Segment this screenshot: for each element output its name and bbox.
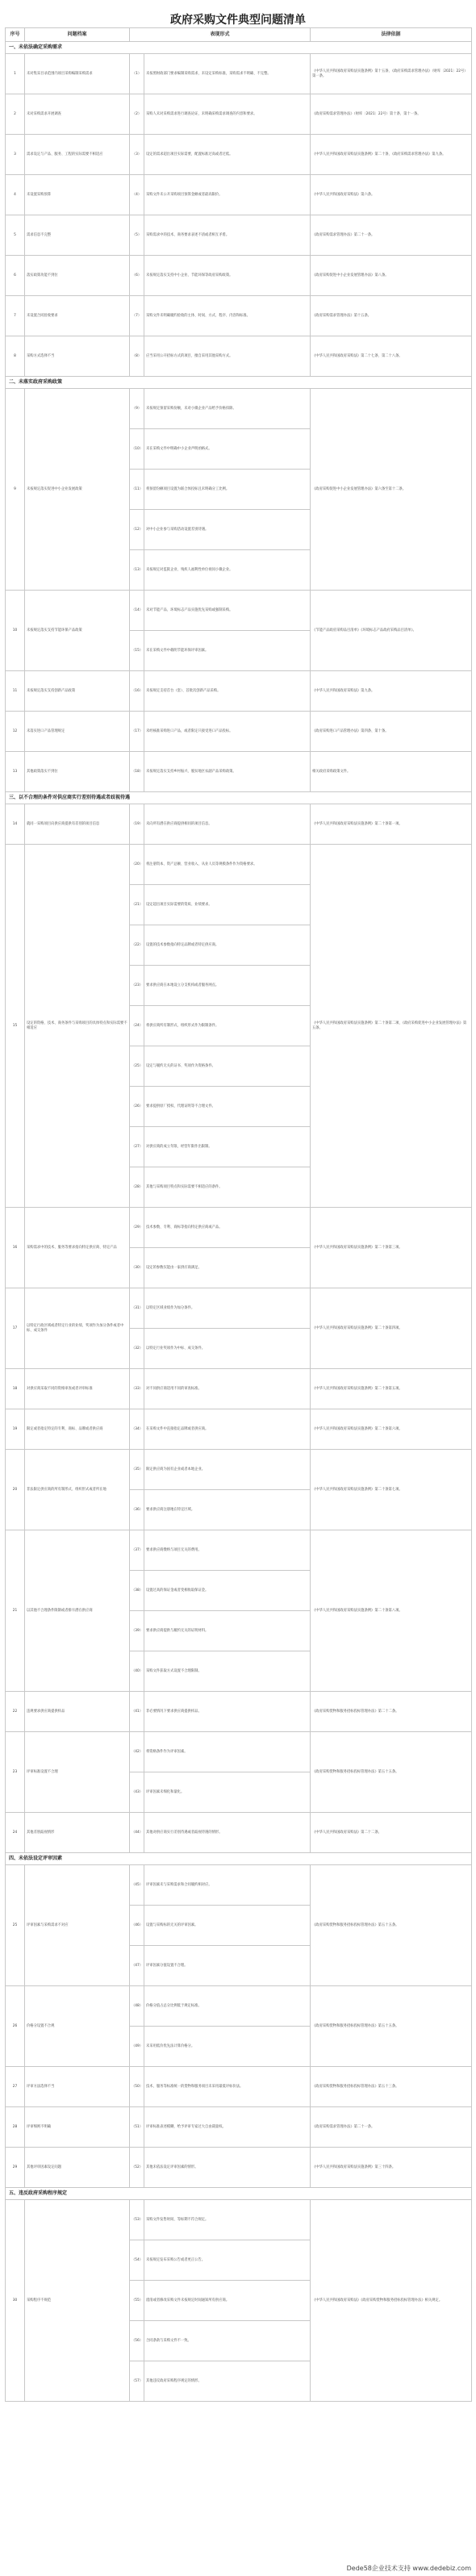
item-number: （11） <box>130 470 144 510</box>
table-row <box>6 256 472 296</box>
item-number: （53） <box>130 2200 144 2240</box>
item-number: （21） <box>130 885 144 925</box>
row-issue: 评审标准设置不合理 <box>25 1732 130 1813</box>
row-issue: 采购需求中的技术、服务等要求指向特定供应商、特定产品 <box>25 1208 130 1288</box>
item-number: （12） <box>130 510 144 550</box>
item-form: 评审因素未与采购需求和合同履约相对应。 <box>144 1865 311 1906</box>
row-basis: 《节能产品政府采购品目清单》《环境标志产品政府采购品目清单》。 <box>311 591 472 671</box>
row-basis: 《中华人民共和国政府采购法实施条例》第二十条第六项。 <box>311 1409 472 1450</box>
item-form: 合同条款与采购文件不一致。 <box>144 2321 311 2361</box>
row-number: 30 <box>6 2200 25 2402</box>
item-number: （9） <box>130 389 144 429</box>
row-issue: 落实政策功能不到位 <box>25 256 130 296</box>
item-number: （16） <box>130 671 144 712</box>
table-row <box>6 1409 472 1450</box>
row-basis: 《中华人民共和国政府采购法实施条例》第二十条第二项、《政府采购促进中小企业发展管理办法》第五条。 <box>311 845 472 1208</box>
table-row <box>6 296 472 336</box>
table-row <box>6 135 472 175</box>
item-form: 设定超出项目实际需要的资质、业绩要求。 <box>144 885 311 925</box>
row-number: 28 <box>6 2107 25 2148</box>
row-number: 18 <box>6 1369 25 1409</box>
row-issue: 其他评审因素设定问题 <box>25 2148 130 2188</box>
row-basis: 《中华人民共和国政府采购法》第六条。 <box>311 175 472 215</box>
item-number: （17） <box>130 712 144 752</box>
item-form: 设置与采购标的无关的评审因素。 <box>144 1906 311 1946</box>
item-number: （35） <box>130 1450 144 1490</box>
row-basis: 《中华人民共和国政府采购法实施条例》第二十条、《政府采购需求管理办法》第九条。 <box>311 135 472 175</box>
row-number: 13 <box>6 752 25 792</box>
item-number: （39） <box>130 1611 144 1651</box>
section-row <box>6 377 472 389</box>
item-form: 其他对供应商实行差别待遇或者歧视待遇的情形。 <box>144 1813 311 1853</box>
table-row <box>6 1208 472 1248</box>
item-form: 限定供应商为国有企业或者本地企业。 <box>144 1450 311 1490</box>
row-number: 20 <box>6 1450 25 1530</box>
item-form: 其他与采购项目特点和实际需要不相适应的条件。 <box>144 1167 311 1208</box>
item-form: 技术、服务等标准统一的货物和服务项目未采用最低评标价法。 <box>144 2067 311 2107</box>
table-row <box>6 175 472 215</box>
item-form: 采购人未对采购需求进行调查论证，未明确采购需求调查的内容和要求。 <box>144 94 311 135</box>
item-number: （1） <box>130 54 144 94</box>
item-number: （30） <box>130 1248 144 1288</box>
row-number: 19 <box>6 1409 25 1450</box>
section-title: 二、未落实政府采购政策 <box>6 377 472 389</box>
section-row <box>6 1853 472 1865</box>
item-number: （52） <box>130 2148 144 2188</box>
item-form: 要求供应商提供与履约无关的证明材料。 <box>144 1611 311 1651</box>
table-row <box>6 1530 472 1571</box>
table-row <box>6 1986 472 2027</box>
row-issue: 其他差别歧视情形 <box>25 1813 130 1853</box>
item-form: 采购需求中的技术、商务要求表述不清或者相互矛盾。 <box>144 215 311 256</box>
row-issue: 需求设定与产品、服务、工程的实际需要不相适应 <box>25 135 130 175</box>
row-basis: 《中华人民共和国政府采购法》第二十七条、第二十八条。 <box>311 336 472 377</box>
item-number: （40） <box>130 1651 144 1692</box>
row-basis: 《中华人民共和国政府采购法实施条例》第十五条、《政府采购需求管理办法》（财库〔2021〕22号）第一条。 <box>311 54 472 94</box>
section-row <box>6 42 472 54</box>
row-issue: 未对采购需求开展调查 <box>25 94 130 135</box>
item-form: 要求供应商缴纳与项目无关的费用。 <box>144 1530 311 1571</box>
table-row <box>6 591 472 631</box>
item-form: 未按规定支持首台（套）、首批次创新产品采购。 <box>144 671 311 712</box>
item-form: 未在采购文件中载明节能环保评审因素。 <box>144 631 311 671</box>
row-issue: 以其他不合理条件限制或者排斥潜在供应商 <box>25 1530 130 1692</box>
item-number: （32） <box>130 1329 144 1369</box>
row-issue: 设定的资格、技术、商务条件与采购项目的具体特点和实际需要不相适应 <box>25 845 130 1208</box>
item-number: （8） <box>130 336 144 377</box>
item-number: （5） <box>130 215 144 256</box>
table-row <box>6 215 472 256</box>
item-number: （29） <box>130 1208 144 1248</box>
item-form: 以特定行业奖项作为中标、成交条件。 <box>144 1329 311 1369</box>
item-number: （20） <box>130 845 144 885</box>
row-number: 29 <box>6 2148 25 2188</box>
item-number: （22） <box>130 925 144 966</box>
item-form: 对不同供应商适用不同的审查标准。 <box>144 1369 311 1409</box>
header-basis: 法律依据 <box>311 28 472 42</box>
item-number: （49） <box>130 2027 144 2067</box>
watermark-url[interactable]: www.dedebiz.com <box>412 2565 471 2572</box>
item-form: 未按规定对监狱企业、残疾人福利性单位视同小微企业。 <box>144 550 311 591</box>
row-number: 26 <box>6 1986 25 2067</box>
row-basis: 《中华人民共和国政府采购法实施条例》第二十条第五项。 <box>311 1369 472 1409</box>
item-form: 将供应商所有制形式、组织形式作为限制条件。 <box>144 1006 311 1046</box>
row-number: 17 <box>6 1288 25 1369</box>
table-row <box>6 752 472 792</box>
row-number: 12 <box>6 712 25 752</box>
item-number: （55） <box>130 2281 144 2321</box>
item-number: （25） <box>130 1046 144 1087</box>
row-issue: 未对集采目录范围内项目采购编制采购需求 <box>25 54 130 94</box>
item-number: （2） <box>130 94 144 135</box>
header-no: 序号 <box>6 28 25 42</box>
row-number: 8 <box>6 336 25 377</box>
item-form: 未按规定落实支持中小企业、节能环保等政府采购政策。 <box>144 256 311 296</box>
item-number: （56） <box>130 2321 144 2361</box>
row-basis: 《中华人民共和国政府采购法实施条例》第二十条第七项。 <box>311 1450 472 1530</box>
table-row <box>6 2067 472 2107</box>
table-row <box>6 1865 472 1906</box>
section-row <box>6 2188 472 2200</box>
row-issue: 价格分设置不合规 <box>25 1986 130 2067</box>
row-issue: 采购程序不规范 <box>25 2200 130 2402</box>
row-issue: 评审细则不明确 <box>25 2107 130 2148</box>
item-number: （15） <box>130 631 144 671</box>
item-form: 将资格条件作为评审因素。 <box>144 1732 311 1772</box>
item-form: 澄清或者修改采购文件未按规定时间通知所有供应商。 <box>144 2281 311 2321</box>
table-row <box>6 671 472 712</box>
row-basis: 《中华人民共和国政府采购法实施条例》第二十条第四项。 <box>311 1288 472 1369</box>
item-number: （47） <box>130 1946 144 1986</box>
section-title: 五、违反政府采购程序规定 <box>6 2188 472 2200</box>
row-issue: 采购方式选择不当 <box>25 336 130 377</box>
item-number: （23） <box>130 966 144 1006</box>
item-form: 应当采用公开招标方式的项目，擅自采用其他采购方式。 <box>144 336 311 377</box>
watermark-brand: Dede58企业技术支持 <box>346 2565 411 2572</box>
row-basis: 《政府采购促进中小企业发展管理办法》第六条至第十二条。 <box>311 389 472 591</box>
table-row <box>6 1450 472 1490</box>
row-basis: 《政府采购货物和服务招标投标管理办法》第五十五条。 <box>311 1865 472 1986</box>
header-issue: 问题档案 <box>25 28 130 42</box>
row-issue: 评审方法选择不当 <box>25 2067 130 2107</box>
item-number: （50） <box>130 2067 144 2107</box>
row-issue: 未按规定落实支持节能环保产品政策 <box>25 591 130 671</box>
row-issue: 就同一采购项目向供应商提供有差别的项目信息 <box>25 804 130 845</box>
item-number: （48） <box>130 1986 144 2027</box>
row-issue: 未设置合同验收要求 <box>25 296 130 336</box>
row-basis: 《政府采购货物和服务招标投标管理办法》第五十三条。 <box>311 2067 472 2107</box>
row-basis: 《政府采购进口产品管理办法》第四条、第十条。 <box>311 712 472 752</box>
section-title: 一、未依法确定采购需求 <box>6 42 472 54</box>
section-title: 四、未依法设定评审因素 <box>6 1853 472 1865</box>
item-number: （27） <box>130 1127 144 1167</box>
row-issue: 对供应商采取不同的资格审查或者评审标准 <box>25 1369 130 1409</box>
item-form: 其他违反政府采购程序规定的情形。 <box>144 2361 311 2402</box>
item-form: 未在采购文件中明确中小企业声明函格式。 <box>144 429 311 470</box>
item-number: （24） <box>130 1006 144 1046</box>
row-basis: 相关政府采购政策文件。 <box>311 752 472 792</box>
item-number: （34） <box>130 1409 144 1450</box>
row-number: 6 <box>6 256 25 296</box>
row-issue: 评审因素与采购需求不对应 <box>25 1865 130 1986</box>
table-row <box>6 389 472 429</box>
item-form: 采购文件未公开采购项目预算金额或者最高限价。 <box>144 175 311 215</box>
item-number: （37） <box>130 1530 144 1571</box>
table-header-row <box>6 28 472 42</box>
item-form: 将注册资本、资产总额、营业收入、从业人员等规模条件作为资格要求。 <box>144 845 311 885</box>
section-title: 三、以不合理的条件对供应商实行差别待遇或者歧视待遇 <box>6 792 472 804</box>
item-number: （26） <box>130 1087 144 1127</box>
item-form: 评审因素未细化和量化。 <box>144 1772 311 1813</box>
row-basis: 《中华人民共和国政府采购法》第九条。 <box>311 671 472 712</box>
item-number: （51） <box>130 2107 144 2148</box>
table-row <box>6 2107 472 2148</box>
item-number: （28） <box>130 1167 144 1208</box>
row-issue: 未设置采购预算 <box>25 175 130 215</box>
table-row <box>6 2148 472 2188</box>
item-form: 要求供应商注册地在特定区域。 <box>144 1490 311 1530</box>
item-form: 将预留份额项目设置为联合体投标且未明确分工比例。 <box>144 470 311 510</box>
row-number: 16 <box>6 1208 25 1288</box>
table-row <box>6 1813 472 1853</box>
item-number: （43） <box>130 1772 144 1813</box>
row-issue: 需求信息不完整 <box>25 215 130 256</box>
item-form: 以特定区域业绩作为加分条件。 <box>144 1288 311 1329</box>
row-issue: 其他政策落实不到位 <box>25 752 130 792</box>
item-form: 非必要情况下要求供应商提供样品。 <box>144 1692 311 1732</box>
item-number: （36） <box>130 1490 144 1530</box>
item-form: 价格分值占总分比例低于规定标准。 <box>144 1986 311 2027</box>
item-form: 设置的技术参数指向特定品牌或者特定供应商。 <box>144 925 311 966</box>
table-row <box>6 1369 472 1409</box>
row-issue: 未按规定落实促进中小企业发展政策 <box>25 389 130 591</box>
item-number: （10） <box>130 429 144 470</box>
row-number: 4 <box>6 175 25 215</box>
table-row <box>6 845 472 885</box>
table-row <box>6 336 472 377</box>
item-form: 评审标准表述模糊，给予评审专家过大自由裁量权。 <box>144 2107 311 2148</box>
item-number: （33） <box>130 1369 144 1409</box>
item-form: 未向所有潜在供应商提供相同的项目信息。 <box>144 804 311 845</box>
item-number: （14） <box>130 591 144 631</box>
item-number: （6） <box>130 256 144 296</box>
row-number: 11 <box>6 671 25 712</box>
item-form: 要求提供原厂授权、代理证明等不合理文件。 <box>144 1087 311 1127</box>
item-number: （19） <box>130 804 144 845</box>
item-number: （46） <box>130 1906 144 1946</box>
item-number: （41） <box>130 1692 144 1732</box>
item-number: （31） <box>130 1288 144 1329</box>
item-form: 未对节能产品、环境标志产品实施优先采购或强制采购。 <box>144 591 311 631</box>
row-basis: 《政府采购货物和服务招标投标管理办法》第二十二条。 <box>311 1692 472 1732</box>
item-form: 设置过高的保证金或者变相收取保证金。 <box>144 1571 311 1611</box>
section-row <box>6 792 472 804</box>
item-form: 对中小企业参与采购活动设置差别待遇。 <box>144 510 311 550</box>
page-title: 政府采购文件典型问题清单 <box>170 14 306 27</box>
row-number: 1 <box>6 54 25 94</box>
row-basis: 《中华人民共和国政府采购法》第二十二条。 <box>311 1813 472 1853</box>
row-basis: 《中华人民共和国政府采购法实施条例》第二十条第一项。 <box>311 804 472 845</box>
item-form: 未按规定落实支持乡村振兴、脱贫地区农副产品采购政策。 <box>144 752 311 792</box>
item-form: 未按规定发布采购公告或者更正公告。 <box>144 2240 311 2281</box>
row-number: 21 <box>6 1530 25 1692</box>
row-basis: 《政府采购货物和服务招标投标管理办法》第五十五条。 <box>311 1732 472 1813</box>
row-issue: 违规要求供应商提供样品 <box>25 1692 130 1732</box>
row-number: 22 <box>6 1692 25 1732</box>
row-basis: 《政府采购需求管理办法》第二十一条。 <box>311 215 472 256</box>
item-number: （38） <box>130 1571 144 1611</box>
watermark <box>347 2564 471 2573</box>
item-number: （3） <box>130 135 144 175</box>
row-number: 23 <box>6 1732 25 1813</box>
row-number: 15 <box>6 845 25 1208</box>
row-number: 7 <box>6 296 25 336</box>
item-form: 未采用低价优先法计算价格分。 <box>144 2027 311 2067</box>
item-number: （45） <box>130 1865 144 1906</box>
item-form: 设定的需求超出项目实际需要，配置标准过高或者过低。 <box>144 135 311 175</box>
item-number: （4） <box>130 175 144 215</box>
table-row <box>6 1692 472 1732</box>
row-issue: 未落实进口产品管理规定 <box>25 712 130 752</box>
item-form: 采购文件获取方式设置不合理限制。 <box>144 1651 311 1692</box>
table-row <box>6 2200 472 2240</box>
table-row <box>6 1732 472 1772</box>
item-form: 采购文件发售时间、等标期不符合规定。 <box>144 2200 311 2240</box>
item-form: 在采购文件中直接指定品牌或者供应商。 <box>144 1409 311 1450</box>
item-number: （54） <box>130 2240 144 2281</box>
item-number: （57） <box>130 2361 144 2402</box>
item-number: （44） <box>130 1813 144 1853</box>
header-form: 表现形式 <box>130 28 311 42</box>
row-basis: 《政府采购货物和服务招标投标管理办法》第五十五条。 <box>311 1986 472 2067</box>
row-number: 24 <box>6 1813 25 1853</box>
item-form: 设定的参数仅能由一家供应商满足。 <box>144 1248 311 1288</box>
item-form: 设定与履约无关的证书、奖项作为资格条件。 <box>144 1046 311 1087</box>
table-row <box>6 54 472 94</box>
item-form: 要求供应商在本地设立分支机构或者服务网点。 <box>144 966 311 1006</box>
table-row <box>6 712 472 752</box>
row-number: 25 <box>6 1865 25 1986</box>
row-issue: 以特定行政区域或者特定行业的业绩、奖项作为加分条件或者中标、成交条件 <box>25 1288 130 1369</box>
item-form: 评审因素分值设置不合理。 <box>144 1946 311 1986</box>
table-row <box>6 94 472 135</box>
row-issue: 限定或者指定特定的专利、商标、品牌或者供应商 <box>25 1409 130 1450</box>
row-issue: 非法限定供应商的所有制形式、组织形式或者所在地 <box>25 1450 130 1530</box>
row-number: 9 <box>6 389 25 591</box>
row-basis: 《政府采购促进中小企业发展管理办法》第八条。 <box>311 256 472 296</box>
row-number: 5 <box>6 215 25 256</box>
row-number: 2 <box>6 94 25 135</box>
item-number: （42） <box>130 1732 144 1772</box>
item-form: 采购文件未明确履约验收的主体、时间、方式、程序、内容和标准。 <box>144 296 311 336</box>
issue-table <box>5 27 472 2402</box>
item-form: 其他未依法设定评审因素的情形。 <box>144 2148 311 2188</box>
row-basis: 《中华人民共和国政府采购法实施条例》第二十条第三项。 <box>311 1208 472 1288</box>
row-number: 3 <box>6 135 25 175</box>
item-form: 技术参数、专利、商标等指向特定供应商或产品。 <box>144 1208 311 1248</box>
item-form: 未按规定预留采购份额，未对小微企业产品给予价格扣除。 <box>144 389 311 429</box>
item-number: （18） <box>130 752 144 792</box>
row-basis: 《中华人民共和国政府采购法实施条例》第三十四条。 <box>311 2148 472 2188</box>
row-number: 10 <box>6 591 25 671</box>
row-basis: 《政府采购需求管理办法》第二十一条。 <box>311 2107 472 2148</box>
row-number: 14 <box>6 804 25 845</box>
item-form: 对供应商的成立年限、经营年限作出限制。 <box>144 1127 311 1167</box>
table-row <box>6 804 472 845</box>
table-body <box>6 42 472 2402</box>
row-number: 27 <box>6 2067 25 2107</box>
item-number: （13） <box>130 550 144 591</box>
item-form: 未经核准采购进口产品，或者限定只接受进口产品投标。 <box>144 712 311 752</box>
row-basis: 《政府采购需求管理办法》（财库〔2021〕22号）第十条、第十一条。 <box>311 94 472 135</box>
row-basis: 《中华人民共和国政府采购法实施条例》第二十条第八项。 <box>311 1530 472 1692</box>
row-basis: 《中华人民共和国政府采购法》《政府采购货物和服务招标投标管理办法》相关规定。 <box>311 2200 472 2402</box>
item-number: （7） <box>130 296 144 336</box>
row-basis: 《政府采购需求管理办法》第十五条。 <box>311 296 472 336</box>
item-form: 未按照财政部门要求编制采购需求，未设定采购标准，采购需求不明确、不完整。 <box>144 54 311 94</box>
row-issue: 未按规定落实支持创新产品政策 <box>25 671 130 712</box>
table-row <box>6 1288 472 1329</box>
